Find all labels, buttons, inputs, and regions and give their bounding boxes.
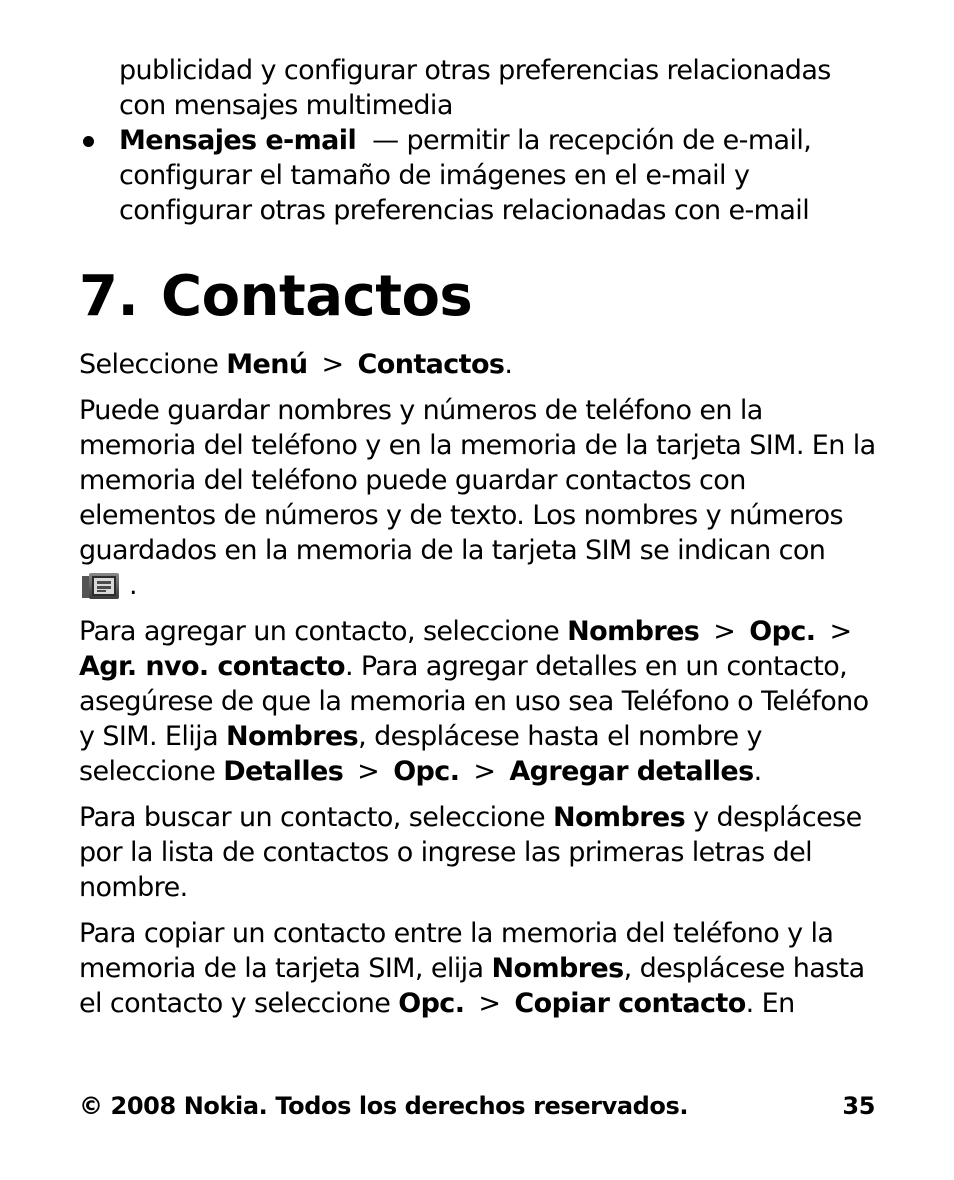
page-footer bbox=[79, 1090, 875, 1122]
list-item-email bbox=[79, 123, 879, 228]
bullet-icon bbox=[83, 136, 94, 147]
copyright-notice: © 2008 Nokia. Todos los derechos reservados. bbox=[79, 1092, 689, 1120]
continued-text: publicidad y configurar otras preferencias relacionadas con mensajes multimedia bbox=[119, 55, 831, 121]
bullet-term: Mensajes e-mail bbox=[119, 125, 357, 156]
bullet-text: permitir la recepción de e-mail, configurar el tamaño de imágenes en el e-mail y configurar otras preferencias relacionadas con e-mail bbox=[119, 125, 812, 226]
chapter-title: Contactos bbox=[161, 264, 473, 329]
sim-card-icon bbox=[79, 572, 121, 600]
chapter-heading bbox=[79, 261, 879, 333]
menu-path: Seleccione Menú > Contactos. bbox=[79, 349, 513, 380]
page-body bbox=[79, 53, 879, 1032]
paragraph-storage: Puede guardar nombres y números de teléfono en la memoria del teléfono y en la memoria de la tarjeta SIM. En la memoria del teléfono puede guardar contactos con elementos de números y de texto. Los nombres y números guardados en la memoria de la tarjeta SIM se indican con . bbox=[79, 395, 876, 601]
contacts-label: Contactos bbox=[357, 349, 505, 380]
paragraph-copy-contact: Para copiar un contacto entre la memoria del teléfono y la memoria de la tarjeta SIM, elija Nombres, desplácese hasta el contacto y seleccione Opc. > Copiar contacto. En bbox=[79, 918, 865, 1019]
page-number: 35 bbox=[842, 1092, 875, 1120]
menu-label: Menú bbox=[226, 349, 308, 380]
bullet-dash: — bbox=[372, 125, 399, 156]
paragraph-add-contact: Para agregar un contacto, seleccione Nombres > Opc. >Agr. nvo. contacto. Para agregar detalles en un contacto, asegúrese de que la memoria en uso sea Teléfono o Teléfono y SIM. Elija Nombres, desplácese hasta el nombre y seleccione Detalles > Opc. > Agregar detalles. bbox=[79, 616, 869, 787]
chapter-number: 7. bbox=[79, 264, 139, 329]
paragraph-search-contact: Para buscar un contacto, seleccione Nombres y desplácese por la lista de contactos o ingrese las primeras letras del nombre. bbox=[79, 802, 862, 903]
